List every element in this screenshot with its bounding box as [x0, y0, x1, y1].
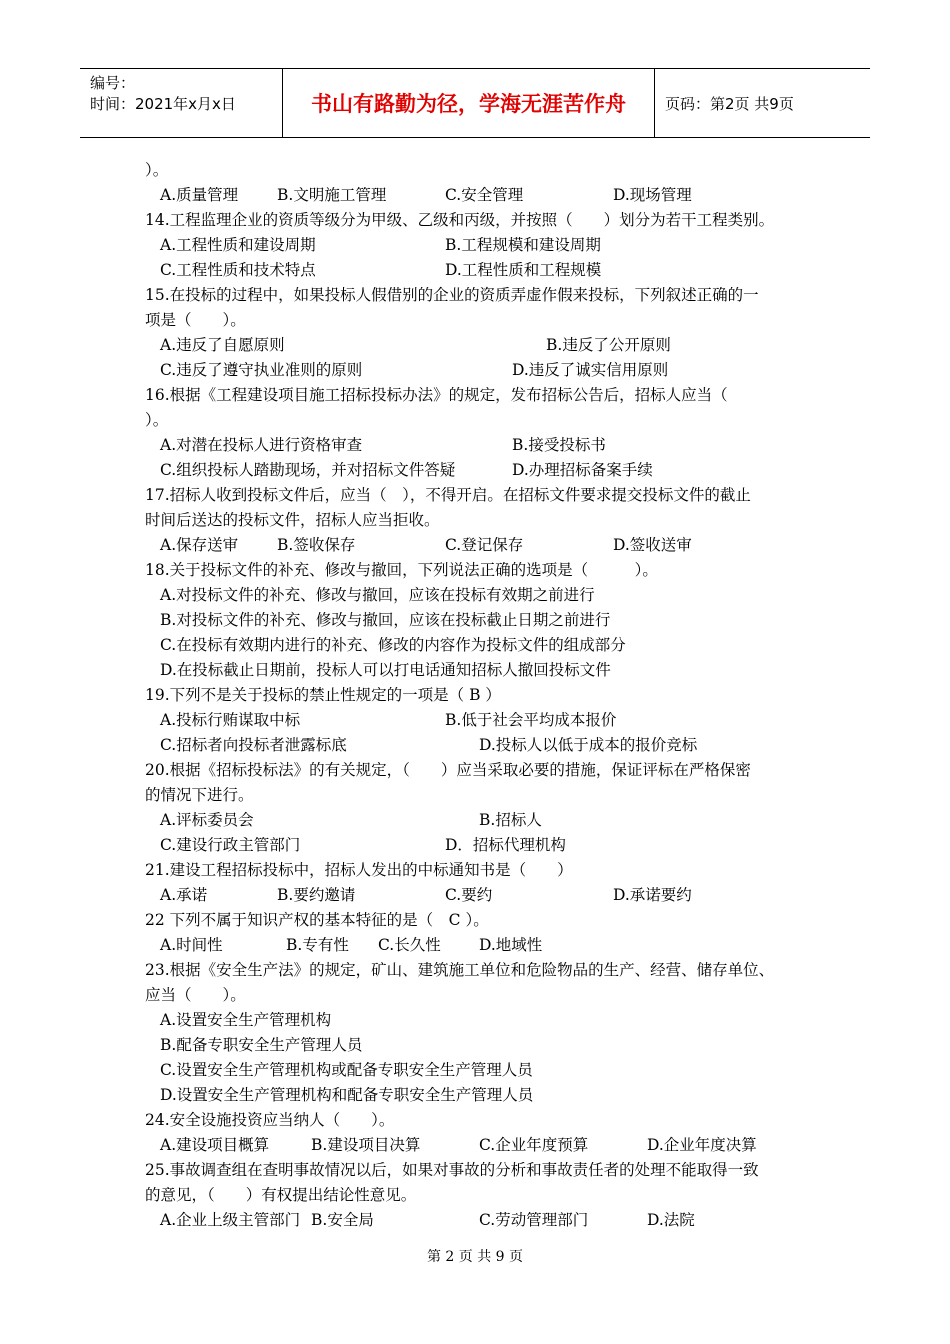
- question-line: 应当（ ）。: [145, 986, 246, 1004]
- question-line: 的情况下进行。: [145, 786, 254, 804]
- question-line: 17.招标人收到投标文件后，应当（ ），不得开启。在招标文件要求提交投标文件的截止: [145, 486, 751, 504]
- option-text: C.安全管理: [445, 186, 524, 204]
- option-text: D.违反了诚实信用原则: [512, 361, 669, 379]
- document-number-label: 编号：: [90, 74, 136, 92]
- question-line: A.对投标文件的补充、修改与撤回，应该在投标有效期之前进行: [160, 586, 595, 604]
- option-text: A.违反了自愿原则: [160, 336, 285, 354]
- header-motto-cell: [283, 69, 655, 137]
- question-line: 25.事故调查组在查明事故情况以后，如果对事故的分析和事故责任者的处理不能取得一致: [145, 1161, 759, 1179]
- option-text: A.承诺: [160, 886, 208, 904]
- option-text: C.长久性: [378, 936, 441, 954]
- option-text: A.投标行贿谋取中标: [160, 711, 301, 729]
- option-text: A.时间性: [160, 936, 223, 954]
- question-line: 的意见，（ ）有权提出结论性意见。: [145, 1186, 417, 1204]
- option-text: A.质量管理: [160, 186, 239, 204]
- option-text: C.要约: [445, 886, 493, 904]
- question-line: 21.建设工程招标投标中，招标人发出的中标通知书是（ ）: [145, 861, 573, 879]
- question-line: 18.关于投标文件的补充、修改与撤回，下列说法正确的选项是（ ）。: [145, 561, 658, 579]
- question-line: 14.工程监理企业的资质等级分为甲级、乙级和丙级，并按照（ ）划分为若干工程类别。: [145, 211, 775, 229]
- option-text: A.保存送审: [160, 536, 239, 554]
- header-motto: 书山有路勤为径，学海无涯苦作舟: [311, 92, 626, 116]
- question-line: 16.根据《工程建设项目施工招标投标办法》的规定，发布招标公告后，招标人应当（: [145, 386, 728, 404]
- question-line: B.对投标文件的补充、修改与撤回，应该在投标截止日期之前进行: [160, 611, 611, 629]
- option-text: B.安全局: [311, 1211, 374, 1229]
- question-line: 19.下列不是关于投标的禁止性规定的一项是（ B ）: [145, 686, 501, 704]
- question-line: 23.根据《安全生产法》的规定，矿山、建筑施工单位和危险物品的生产、经营、储存单位、: [145, 961, 775, 979]
- question-line: 24.安全设施投资应当纳人（ ）。: [145, 1111, 395, 1129]
- option-text: C.违反了遵守执业准则的原则: [160, 361, 363, 379]
- option-text: B.接受投标书: [512, 436, 606, 454]
- option-text: A.建设项目概算: [160, 1136, 270, 1154]
- option-text: D.工程性质和工程规模: [445, 261, 602, 279]
- question-line: 15.在投标的过程中，如果投标人假借别的企业的资质弄虚作假来投标，下列叙述正确的一: [145, 286, 759, 304]
- option-text: B.要约邀请: [277, 886, 356, 904]
- question-line: C.设置安全生产管理机构或配备专职安全生产管理人员: [160, 1061, 533, 1079]
- header-page-info: 页码：第2页 共9页: [665, 94, 794, 113]
- question-line: B.配备专职安全生产管理人员: [160, 1036, 363, 1054]
- option-text: D.企业年度决算: [647, 1136, 757, 1154]
- option-text: B.签收保存: [277, 536, 356, 554]
- option-text: D.签收送审: [613, 536, 692, 554]
- option-text: B.专有性: [286, 936, 349, 954]
- option-text: C.组织投标人踏勘现场，并对招标文件答疑: [160, 461, 456, 479]
- option-text: D．招标代理机构: [445, 836, 566, 854]
- question-line: ）。: [145, 161, 169, 179]
- option-text: D.承诺要约: [613, 886, 692, 904]
- option-text: C.劳动管理部门: [479, 1211, 589, 1229]
- option-text: A.工程性质和建设周期: [160, 236, 316, 254]
- option-text: D.法院: [647, 1211, 695, 1229]
- header-meta: [80, 69, 283, 137]
- question-line: D.在投标截止日期前，投标人可以打电话通知招标人撤回投标文件: [160, 661, 611, 679]
- option-text: B.招标人: [479, 811, 542, 829]
- question-line: 22 下列不属于知识产权的基本特征的是（ C ）。: [145, 911, 489, 929]
- option-text: D.现场管理: [613, 186, 692, 204]
- option-text: A.对潜在投标人进行资格审查: [160, 436, 363, 454]
- page-footer: 第 2 页 共 9 页: [426, 1249, 524, 1265]
- option-text: A.企业上级主管部门: [160, 1211, 301, 1229]
- page-header: [80, 68, 870, 138]
- option-text: B.违反了公开原则: [546, 336, 671, 354]
- option-text: C.企业年度预算: [479, 1136, 589, 1154]
- option-text: C.工程性质和技术特点: [160, 261, 316, 279]
- option-text: C.招标者向投标者泄露标底: [160, 736, 347, 754]
- option-text: D.办理招标备案手续: [512, 461, 653, 479]
- question-line: ）。: [145, 411, 169, 429]
- option-text: C.登记保存: [445, 536, 524, 554]
- option-text: D.投标人以低于成本的报价竞标: [479, 736, 698, 754]
- option-text: C.建设行政主管部门: [160, 836, 301, 854]
- question-line: D.设置安全生产管理机构和配备专职安全生产管理人员: [160, 1086, 534, 1104]
- option-text: A.评标委员会: [160, 811, 254, 829]
- option-text: B.低于社会平均成本报价: [445, 711, 617, 729]
- question-line: A.设置安全生产管理机构: [160, 1011, 332, 1029]
- option-text: B.工程规模和建设周期: [445, 236, 601, 254]
- option-text: B.文明施工管理: [277, 186, 387, 204]
- option-text: B.建设项目决算: [311, 1136, 421, 1154]
- question-line: C.在投标有效期内进行的补充、修改的内容作为投标文件的组成部分: [160, 636, 626, 654]
- question-line: 20.根据《招标投标法》的有关规定，（ ）应当采取必要的措施，保证评标在严格保密: [145, 761, 751, 779]
- option-text: D.地域性: [479, 936, 543, 954]
- document-date-label: 时间：2021年x月x日: [90, 95, 236, 113]
- question-line: 时间后送达的投标文件，招标人应当拒收。: [145, 511, 440, 529]
- question-line: 项是（ ）。: [145, 311, 246, 329]
